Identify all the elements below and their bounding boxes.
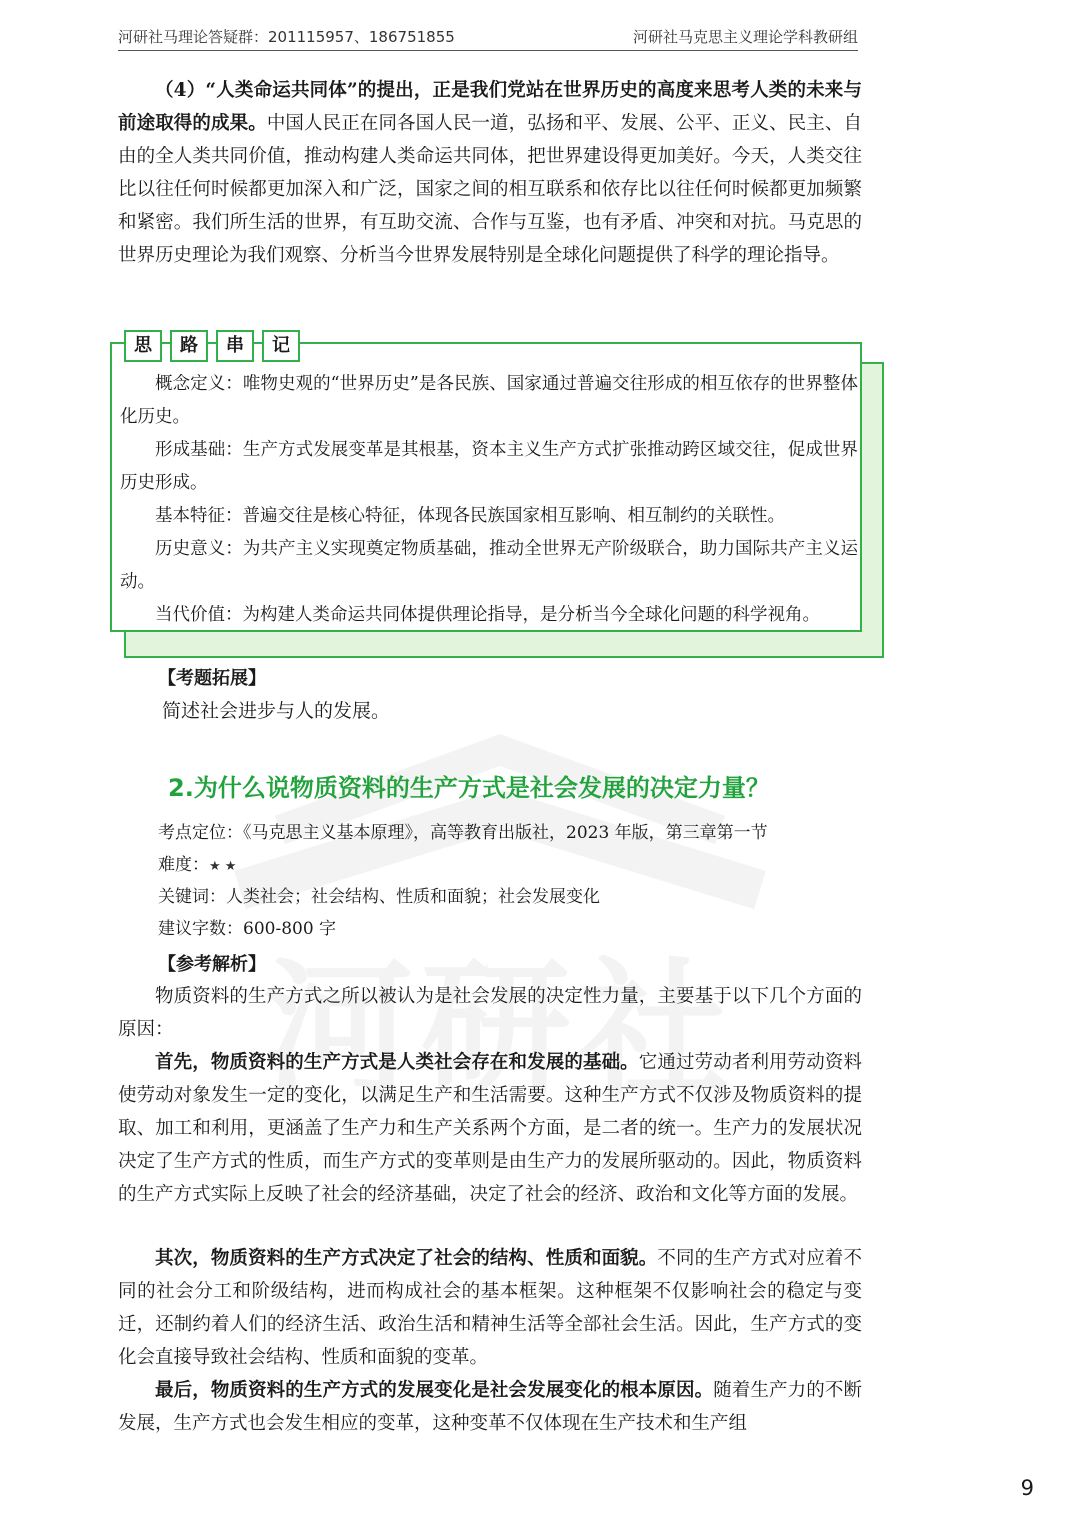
summary-item: 基本特征：普遍交往是核心特征，体现各民族国家相互影响、相互制约的关联性。 xyxy=(155,506,785,526)
question-difficulty xyxy=(158,850,236,882)
header-left-text: 河研社马理论答疑群：201115957、186751855 xyxy=(118,28,455,46)
question-title: 2.为什么说物质资料的生产方式是社会发展的决定力量？ xyxy=(168,774,770,802)
summary-item: 当代价值：为构建人类命运共同体提供理论指导，是分析当今全球化问题的科学视角。 xyxy=(155,605,820,625)
analysis-heading: 【参考解析】 xyxy=(158,954,266,975)
analysis-paragraph-3 xyxy=(118,1374,862,1440)
tag-ji: 记 xyxy=(262,330,300,362)
analysis-paragraph-1 xyxy=(118,1046,862,1211)
extension-text: 简述社会进步与人的发展。 xyxy=(162,700,391,722)
summary-item: 概念定义：唯物史观的“世界历史”是各民族、国家通过普遍交往形成的相互依存的世界整体化历史。 xyxy=(120,374,858,427)
tag-lu: 路 xyxy=(170,330,208,362)
paragraph-community-bold: （4）“人类命运共同体”的提出，正是我们党站在世界历史的高度来思考人类的未来与前途取得的成果。 xyxy=(118,80,862,134)
summary-box xyxy=(110,342,862,632)
summary-item: 历史意义：为共产主义实现奠定物质基础，推动全世界无产阶级联合，助力国际共产主义运动。 xyxy=(120,539,858,592)
analysis-paragraph-3-rest: 随着生产力的不断发展，生产方式也会发生相应的变革，这种变革不仅体现在生产技术和生产组 xyxy=(118,1380,862,1434)
question-keywords: 关键词：人类社会；社会结构、性质和面貌；社会发展变化 xyxy=(158,887,600,907)
question-location: 考点定位：《马克思主义基本原理》，高等教育出版社，2023 年版，第三章第一节 xyxy=(158,823,768,843)
difficulty-label: 难度： xyxy=(158,855,209,875)
summary-box-text xyxy=(120,368,858,632)
page-header xyxy=(118,20,858,51)
analysis-paragraph-3-bold: 最后，物质资料的生产方式的发展变化是社会发展变化的根本原因。 xyxy=(155,1380,714,1401)
analysis-paragraph-2-rest: 不同的生产方式对应着不同的社会分工和阶级结构，进而构成社会的基本框架。这种框架不仅影响社会的稳定与变迁，还制约着人们的经济生活、政治生活和精神生活等全部社会生活。因此，生产方式的变化会直接导致社会结构、性质和面貌的变革。 xyxy=(118,1248,862,1368)
extension-heading: 【考题拓展】 xyxy=(158,668,266,689)
tag-chuan: 串 xyxy=(216,330,254,362)
paragraph-community-rest: 中国人民正在同各国人民一道，弘扬和平、发展、公平、正义、民主、自由的全人类共同价值，推动构建人类命运共同体，把世界建设得更加美好。今天，人类交往比以往任何时候都更加深入和广泛，国家之间的相互联系和依存比以往任何时候都更加频繁和紧密。我们所生活的世界，有互助交流、合作与互鉴，也有矛盾、冲突和对抗。马克思的世界历史理论为我们观察、分析当今世界发展特别是全球化问题提供了科学的理论指导。 xyxy=(118,113,862,266)
star-icon: ★ ★ xyxy=(209,859,237,874)
analysis-paragraph-2-bold: 其次，物质资料的生产方式决定了社会的结构、性质和面貌。 xyxy=(155,1248,658,1269)
summary-item: 形成基础：生产方式发展变革是其根基，资本主义生产方式扩张推动跨区域交往，促成世界历史形成。 xyxy=(120,440,858,493)
question-word-count: 建议字数：600-800 字 xyxy=(158,919,337,939)
analysis-paragraph-1-rest: 它通过劳动者利用劳动资料使劳动对象发生一定的变化，以满足生产和生活需要。这种生产方式不仅涉及物质资料的提取、加工和利用，更涵盖了生产力和生产关系两个方面，是二者的统一。生产力的发展状况决定了生产方式的性质，而生产方式的变革则是由生产力的发展所驱动的。因此，物质资料的生产方式实际上反映了社会的经济基础，决定了社会的经济、政治和文化等方面的发展。 xyxy=(118,1052,862,1205)
paragraph-community xyxy=(118,74,862,272)
tag-si: 思 xyxy=(124,330,162,362)
analysis-intro: 物质资料的生产方式之所以被认为是社会发展的决定性力量，主要基于以下几个方面的原因： xyxy=(118,986,862,1040)
analysis-paragraph-2 xyxy=(118,1242,862,1374)
header-right-text: 河研社马克思主义理论学科教研组 xyxy=(632,28,858,46)
analysis-paragraph-1-bold: 首先，物质资料的生产方式是人类社会存在和发展的基础。 xyxy=(155,1052,639,1073)
page-number: 9 xyxy=(1020,1476,1034,1500)
